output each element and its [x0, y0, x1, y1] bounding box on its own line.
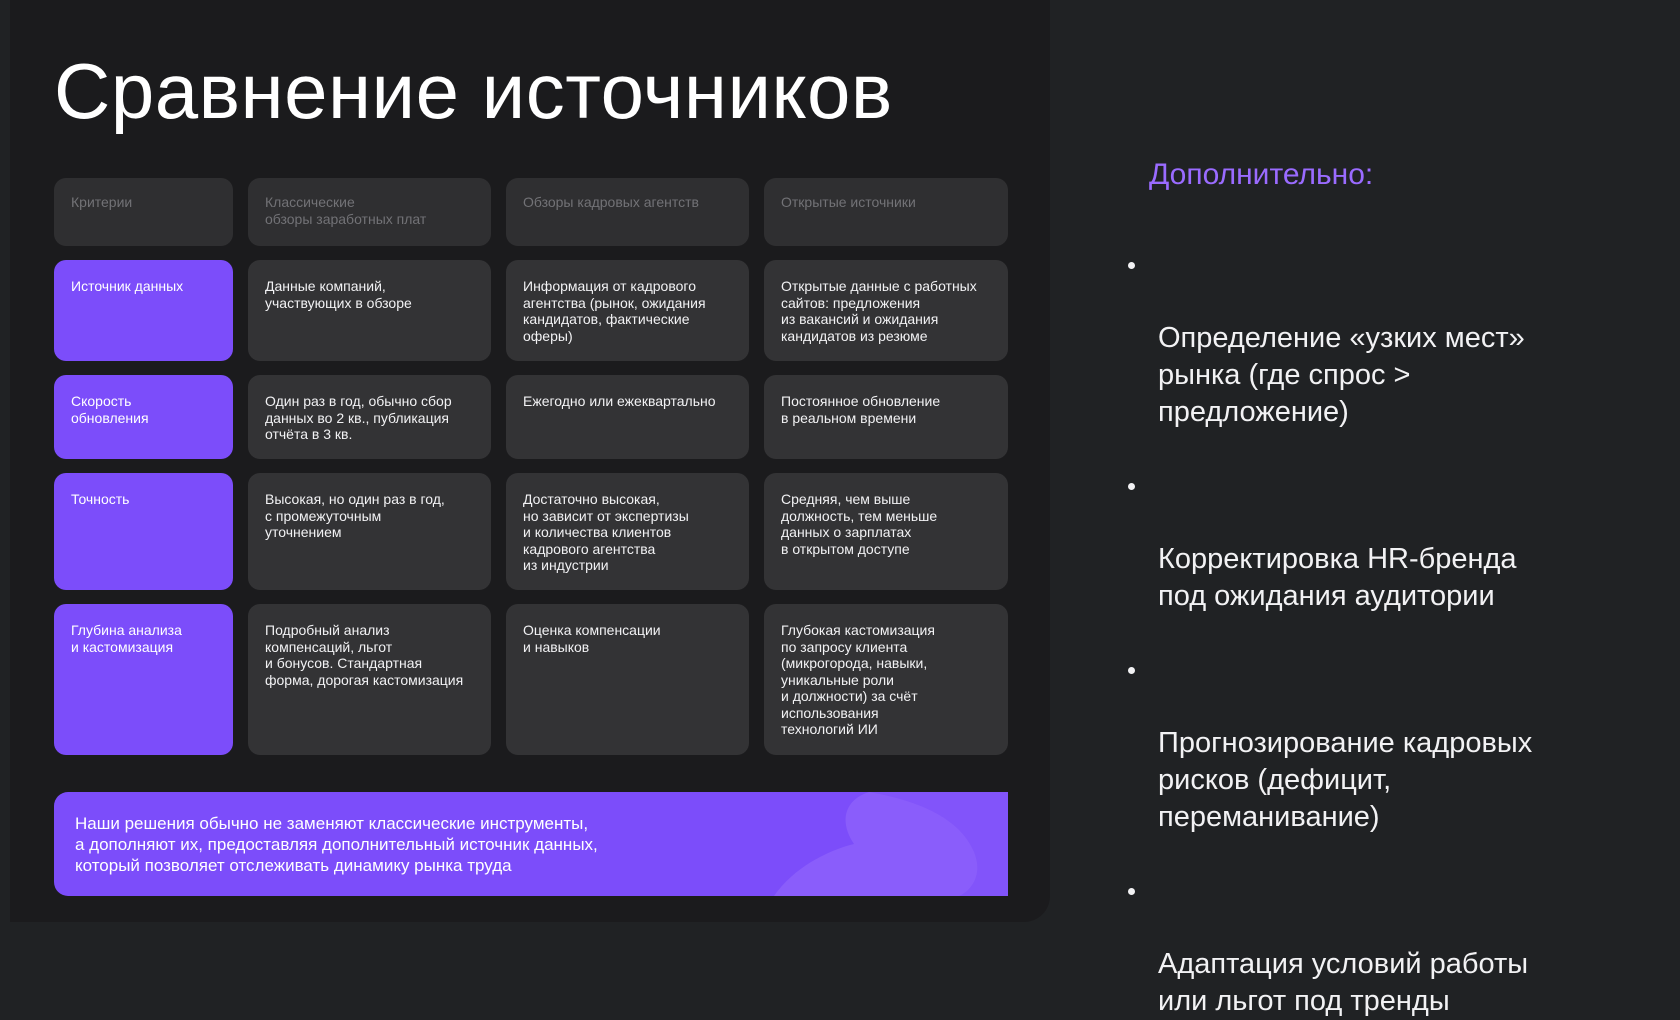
table-header-open-sources: Открытые источники: [764, 178, 1008, 246]
slide-title: Сравнение источников: [54, 47, 893, 135]
bullet-text: Адаптация условий работы или льгот под тренды: [1158, 948, 1529, 1017]
bullet-icon: [1128, 888, 1135, 895]
list-item: [1128, 651, 1648, 836]
summary-banner: [54, 792, 1008, 896]
table-cell: Данные компаний, участвующих в обзоре: [248, 260, 491, 361]
table-header-criteria: Критерии: [54, 178, 233, 246]
table-cell: Высокая, но один раз в год, с промежуточным уточнением: [248, 473, 491, 590]
sidebar-bullet-list: [1128, 246, 1648, 1020]
sidebar-heading: Дополнительно:: [1149, 158, 1374, 191]
bullet-icon: [1128, 483, 1135, 490]
table-cell: Постоянное обновление в реальном времени: [764, 375, 1008, 459]
table-cell: Оценка компенсации и навыков: [506, 604, 749, 755]
table-cell: Информация от кадрового агентства (рынок, ожидания кандидатов, фактические оферы): [506, 260, 749, 361]
table-header-salary-surveys: Классические обзоры заработных плат: [248, 178, 491, 246]
table-cell: Средняя, чем выше должность, тем меньше данных о зарплатах в открытом доступе: [764, 473, 1008, 590]
table-header-agency-surveys: Обзоры кадровых агентств: [506, 178, 749, 246]
table-cell: Глубокая кастомизация по запросу клиента (микрогорода, навыки, уникальные роли и должности) за счёт использования технологий ИИ: [764, 604, 1008, 755]
table-cell: Подробный анализ компенсаций, льгот и бонусов. Стандартная форма, дорогая кастомизация: [248, 604, 491, 755]
table-cell: Достаточно высокая, но зависит от экспертизы и количества клиентов кадрового агентства из индустрии: [506, 473, 749, 590]
bullet-text: Определение «узких мест» рынка (где спрос > предложение): [1158, 322, 1525, 428]
criterion-update-speed: Скорость обновления: [54, 375, 233, 459]
criterion-analysis-depth: Глубина анализа и кастомизация: [54, 604, 233, 755]
table-cell: Один раз в год, обычно сбор данных во 2 кв., публикация отчёта в 3 кв.: [248, 375, 491, 459]
bullet-icon: [1128, 262, 1135, 269]
table-cell: Ежегодно или ежеквартально: [506, 375, 749, 459]
criterion-accuracy: Точность: [54, 473, 233, 590]
criterion-data-source: Источник данных: [54, 260, 233, 361]
list-item: [1128, 246, 1648, 431]
bullet-icon: [1128, 667, 1135, 674]
bullet-text: Прогнозирование кадровых рисков (дефицит, переманивание): [1158, 727, 1533, 833]
comparison-table: [54, 178, 1007, 755]
bullet-text: Корректировка HR-бренда под ожидания аудитории: [1158, 543, 1517, 612]
table-cell: Открытые данные с работных сайтов: предложения из вакансий и ожидания кандидатов из резюме: [764, 260, 1008, 361]
summary-text: Наши решения обычно не заменяют классические инструменты, а дополняют их, предоставляя дополнительный источник данных, который позволяет отслеживать динамику рынка труда: [75, 814, 598, 875]
list-item: [1128, 467, 1648, 615]
list-item: [1128, 872, 1648, 1020]
